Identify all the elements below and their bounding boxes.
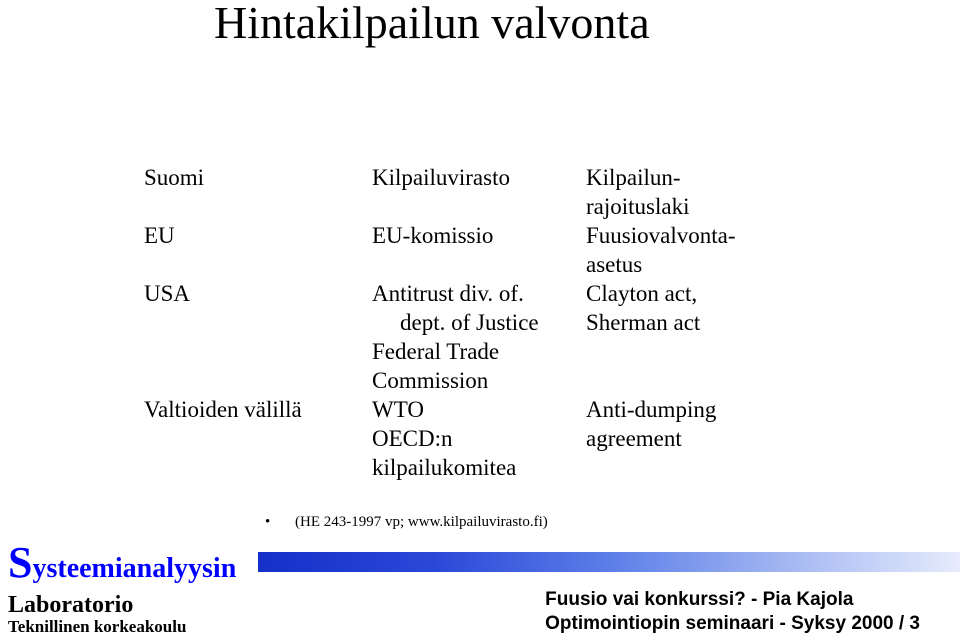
authority-text: dept. of Justice <box>400 310 539 335</box>
logo-wordmark <box>8 538 237 595</box>
region-text: Valtioiden välillä <box>144 397 302 422</box>
source-note <box>265 513 548 531</box>
slide-title: Hintakilpailun valvonta <box>214 0 650 48</box>
logo-initial: S <box>8 538 33 587</box>
table-row <box>136 163 846 221</box>
authority-cell <box>372 163 586 221</box>
table-row <box>136 221 846 279</box>
authority-text: kilpailukomitea <box>372 455 517 480</box>
source-note-text: (HE 243-1997 vp; www.kilpailuvirasto.fi) <box>295 514 548 530</box>
footer-gradient-bar <box>258 552 960 572</box>
footer-logo <box>8 538 237 639</box>
comparison-table <box>136 163 846 482</box>
logo-lab: Laboratorio <box>8 592 134 618</box>
law-cell <box>586 163 846 221</box>
law-cell <box>586 279 846 395</box>
bullet-icon: • <box>265 514 271 530</box>
law-text: rajoituslaki <box>586 194 690 219</box>
logo-school: Teknillinen korkeakoulu <box>8 617 187 636</box>
table-row <box>136 279 846 395</box>
law-cell <box>586 221 846 279</box>
law-cell <box>586 395 846 482</box>
region-text: Suomi <box>144 165 205 190</box>
footer-line-1: Fuusio vai konkurssi? - Pia Kajola <box>545 589 854 610</box>
footer-line-2: Optimointiopin seminaari - Syksy 2000 / 3 <box>545 613 920 634</box>
authority-cell <box>372 395 586 482</box>
authority-text: OECD:n <box>372 426 453 451</box>
law-text: Fuusiovalvonta- <box>586 223 736 248</box>
footer-info <box>545 588 920 636</box>
law-text: asetus <box>586 252 643 277</box>
authority-text: Federal Trade <box>372 339 500 364</box>
authority-text: Antitrust div. of. <box>372 281 524 306</box>
law-text: agreement <box>586 426 682 451</box>
authority-cell <box>372 279 586 395</box>
region-cell <box>136 221 372 279</box>
region-text: EU <box>144 223 175 248</box>
region-cell <box>136 279 372 395</box>
region-cell <box>136 395 372 482</box>
law-text: Kilpailun- <box>586 165 681 190</box>
authority-text: Commission <box>372 368 489 393</box>
authority-text: Kilpailuvirasto <box>372 165 510 190</box>
authority-text: WTO <box>372 397 424 422</box>
law-text: Sherman act <box>586 310 701 335</box>
region-text: USA <box>144 281 191 306</box>
authority-text: EU-komissio <box>372 223 494 248</box>
logo-name: ysteemianalyysin <box>32 553 237 584</box>
authority-cell <box>372 221 586 279</box>
table-row <box>136 395 846 482</box>
region-cell <box>136 163 372 221</box>
law-text: Anti-dumping <box>586 397 717 422</box>
law-text: Clayton act, <box>586 281 698 306</box>
